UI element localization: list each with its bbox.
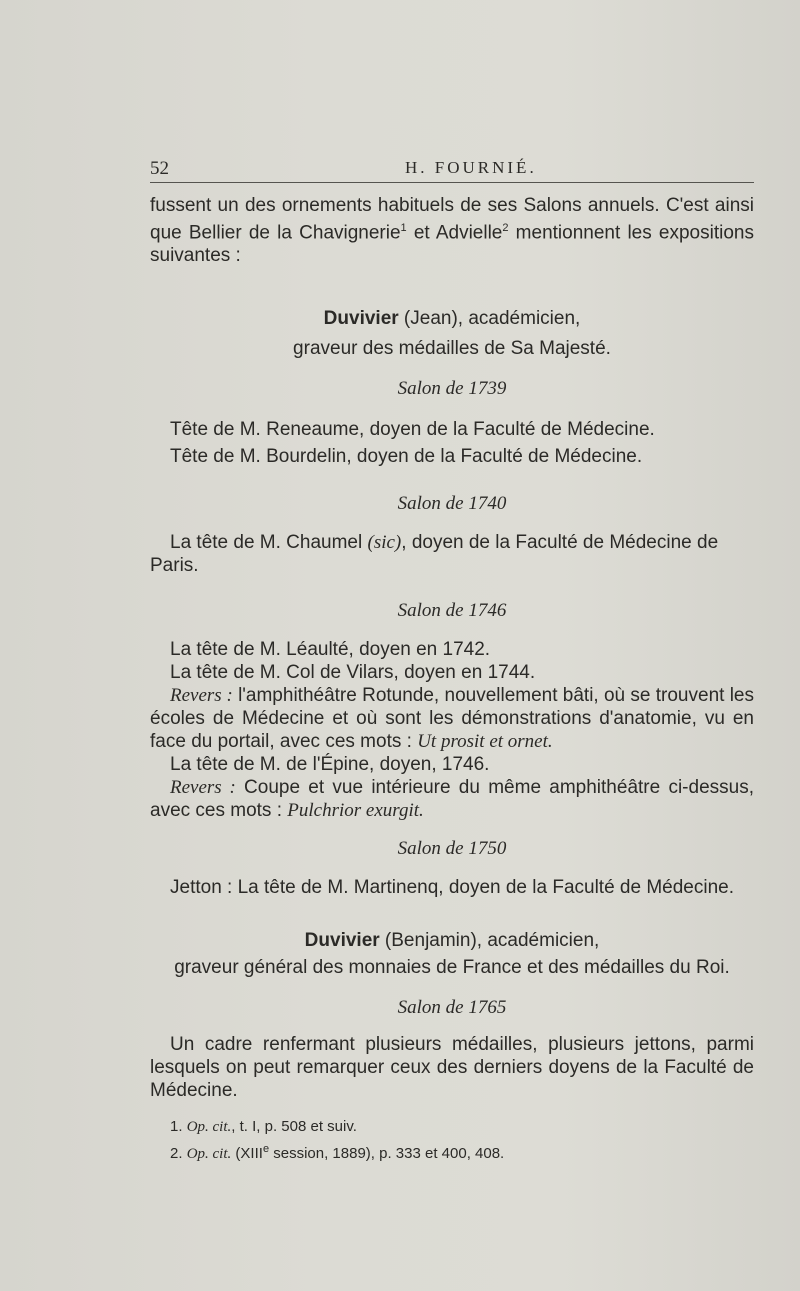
artist-heading-benjamin: Duvivier (Benjamin), académicien, <box>304 930 600 952</box>
artist-name: Duvivier <box>304 930 380 952</box>
footnote-1: 1. Op. cit., t. I, p. 508 et suiv. <box>170 1118 357 1136</box>
entry-cadre: Un cadre renfermant plusieurs médailles, plusieurs jettons, parmi lesquels on peut remarquer ceux des derniers doyens de la Faculté de Médecine. <box>150 1034 754 1102</box>
footnote-ref-1: 1 <box>400 222 407 234</box>
entry-chaumel: La tête de M. Chaumel (sic), doyen de la Faculté de Médecine de Paris. <box>150 532 719 577</box>
entry-col-de-vilars: La tête de M. Col de Vilars, doyen en 1744. <box>170 662 536 684</box>
entry-leaulte: La tête de M. Léaulté, doyen en 1742. <box>170 639 491 661</box>
salon-heading-1746: Salon de 1746 <box>397 600 507 622</box>
intro-paragraph: fussent un des ornements habituels de ses Salons annuels. C'est ainsi que Bellier de la Chavignerie$^1$ et Advielle$^2$ mentionnent les expositions suivantes : <box>150 195 754 267</box>
entry-bourdelin: Tête de M. Bourdelin, doyen de la Faculté de Médecine. <box>170 446 643 468</box>
artist-heading-jean: Duvivier (Jean), académicien, <box>323 308 581 330</box>
entry-epine: La tête de M. de l'Épine, doyen, 1746. <box>170 754 490 776</box>
entry-reneaume: Tête de M. Reneaume, doyen de la Faculté de Médecine. <box>170 419 655 441</box>
header-rule <box>150 182 754 183</box>
footnote-ref-2: 2 <box>502 222 509 234</box>
artist-title-jean: graveur des médailles de Sa Majesté. <box>293 338 611 360</box>
artist-title-benjamin: graveur général des monnaies de France et des médailles du Roi. <box>174 957 730 979</box>
page-header <box>150 150 754 180</box>
salon-heading-1765: Salon de 1765 <box>397 997 507 1019</box>
footnote-2: 2. Op. cit. (XIIIe session, 1889), p. 333 et 400, 408. <box>170 1143 505 1163</box>
running-head: H. FOURNIÉ. <box>405 158 537 177</box>
artist-name: Duvivier <box>323 308 399 330</box>
salon-heading-1739: Salon de 1739 <box>397 378 507 400</box>
salon-heading-1740: Salon de 1740 <box>397 493 507 515</box>
revers-coupe: Revers : Coupe et vue intérieure du même amphithéâtre ci-dessus, avec ces mots : Pulchrior exurgit. <box>150 777 754 822</box>
revers-rotunde: Revers : l'amphithéâtre Rotunde, nouvellement bâti, où se trouvent les écoles de Médecine et où sont les démonstrations d'anatomie, vu en face du portail, avec ces mots : Ut prosit et ornet. <box>150 685 754 753</box>
page-number: 52 <box>150 158 169 179</box>
page-body <box>150 194 754 1165</box>
footnotes <box>150 1116 754 1165</box>
entry-martinenq: Jetton : La tête de M. Martinenq, doyen de la Faculté de Médecine. <box>170 877 735 899</box>
salon-heading-1750: Salon de 1750 <box>397 838 507 860</box>
